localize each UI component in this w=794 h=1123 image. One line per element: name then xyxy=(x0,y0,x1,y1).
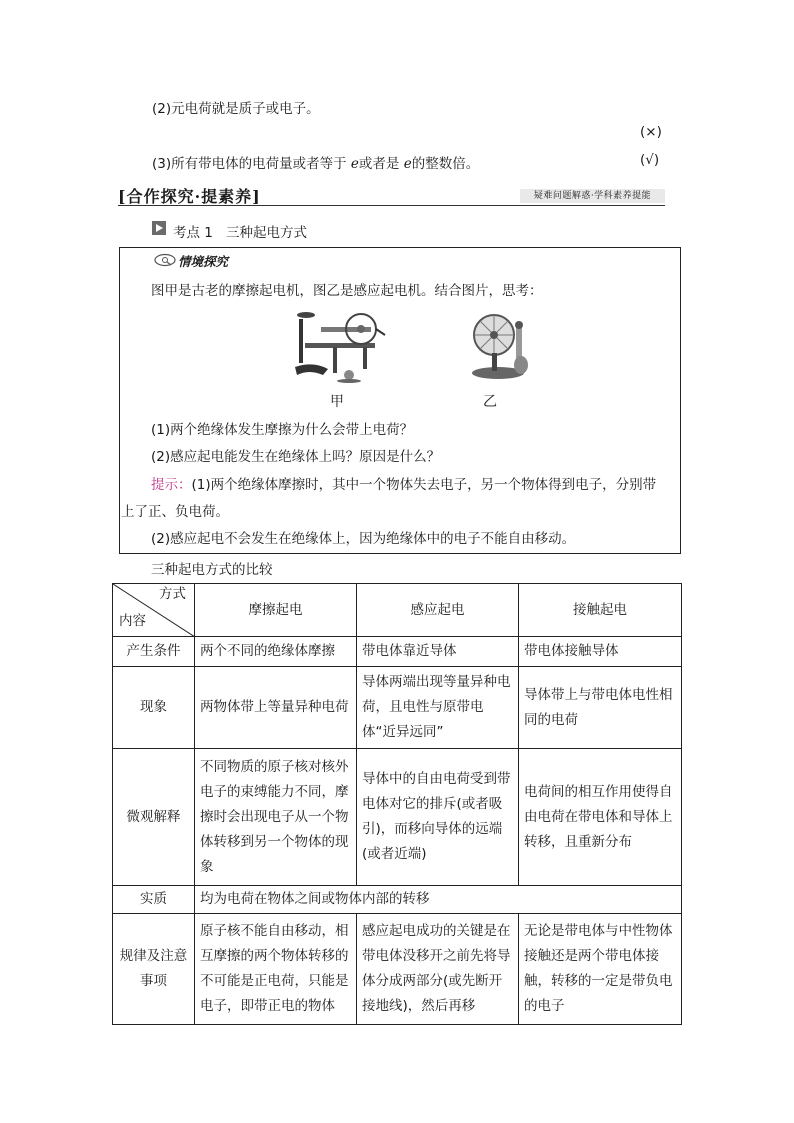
table-row xyxy=(113,749,682,886)
induction-machine-image xyxy=(466,305,536,380)
section-divider xyxy=(118,205,665,206)
caption-jia: 甲 xyxy=(330,394,344,410)
answer-1-line-2: 上了正、负电荷。 xyxy=(121,504,229,520)
table-cell: 电荷间的相互作用使得自由电荷在带电体和导体上转移，且重新分布 xyxy=(519,749,682,886)
table-cell: 无论是带电体与中性物体接触还是两个带电体接触，转移的一定是带负电的电子 xyxy=(519,914,682,1025)
judge-item-2: (2)元电荷就是质子或电子。 xyxy=(152,101,320,117)
judge-item-3-part-b: 或者是 xyxy=(358,156,404,172)
section-title: [合作探究·提素养] xyxy=(118,187,261,206)
kaodian-title: 三种起电方式 xyxy=(226,225,307,241)
table-cell: 导体带上与带电体电性相同的电荷 xyxy=(519,667,682,749)
question-1: (1)两个绝缘体发生摩擦为什么会带上电荷？ xyxy=(151,422,414,438)
row-label: 产生条件 xyxy=(113,637,195,667)
situation-header: 情境探究 xyxy=(178,254,229,269)
row-label: 实质 xyxy=(113,886,195,914)
table-row xyxy=(113,637,682,667)
caption-yi: 乙 xyxy=(483,394,497,410)
table-merged-cell: 均为电荷在物体之间或物体内部的转移 xyxy=(195,886,682,914)
situation-intro: 图甲是古老的摩擦起电机，图乙是感应起电机。结合图片，思考： xyxy=(151,283,543,299)
answer-1-line-1: 提示：(1)两个绝缘体摩擦时，其中一个物体失去电子，另一个物体得到电子，分别带 xyxy=(151,477,657,493)
table-cell: 两物体带上等量异种电荷 xyxy=(195,667,357,749)
table-row xyxy=(113,667,682,749)
table-header: 感应起电 xyxy=(357,584,519,637)
table-header: 摩擦起电 xyxy=(195,584,357,637)
row-label: 现象 xyxy=(113,667,195,749)
row-label: 微观解释 xyxy=(113,749,195,886)
play-triangle-icon xyxy=(152,221,166,235)
judge-mark-3: (√) xyxy=(640,152,660,168)
table-cell: 原子核不能自由移动，相互摩擦的两个物体转移的不可能是正电荷，只能是电子，即带正电的物体 xyxy=(195,914,357,1025)
hint-label: 提示： xyxy=(151,477,192,493)
table-cell: 感应起电成功的关键是在带电体没移开之前先将导体分成两部分(或先断开接地线)，然后再移 xyxy=(357,914,519,1025)
comparison-caption: 三种起电方式的比较 xyxy=(151,562,273,578)
table-row xyxy=(113,886,682,914)
question-2: (2)感应起电能发生在绝缘体上吗？原因是什么？ xyxy=(151,449,441,465)
judge-mark-2: (×) xyxy=(640,124,662,140)
table-cell: 导体中的自由电荷受到带电体对它的排斥(或者吸引)，而移向导体的远端(或者近端) xyxy=(357,749,519,886)
judge-item-3-part-a: (3)所有带电体的电荷量或者等于 xyxy=(152,156,351,172)
table-cell: 两个不同的绝缘体摩擦 xyxy=(195,637,357,667)
judge-item-3-part-c: 的整数倍。 xyxy=(411,156,480,172)
corner-bottom-label: 内容 xyxy=(119,613,146,629)
table-cell: 导体两端出现等量异种电荷，且电性与原带电体“近异远同” xyxy=(357,667,519,749)
row-label: 规律及注意事项 xyxy=(113,914,195,1025)
corner-top-label: 方式 xyxy=(159,586,186,602)
table-header-row xyxy=(113,584,682,637)
kaodian-label: 考点 1 xyxy=(173,225,213,241)
table-cell: 带电体靠近导体 xyxy=(357,637,519,667)
judge-item-3 xyxy=(152,152,479,172)
answer-2: (2)感应起电不会发生在绝缘体上，因为绝缘体中的电子不能自由移动。 xyxy=(151,531,576,547)
elementary-charge-symbol: e xyxy=(350,156,359,172)
table-corner-cell xyxy=(113,584,195,637)
comparison-table xyxy=(112,583,682,1025)
table-cell: 带电体接触导体 xyxy=(519,637,682,667)
magnifier-icon xyxy=(154,253,176,267)
friction-machine-image xyxy=(293,305,388,383)
section-tag: 疑难问题解惑·学科素养提能 xyxy=(520,189,665,203)
elementary-charge-symbol: e xyxy=(403,156,412,172)
table-header: 接触起电 xyxy=(519,584,682,637)
table-cell: 不同物质的原子核对核外电子的束缚能力不同，摩擦时会出现电子从一个物体转移到另一个物体的现象 xyxy=(195,749,357,886)
table-row xyxy=(113,914,682,1025)
